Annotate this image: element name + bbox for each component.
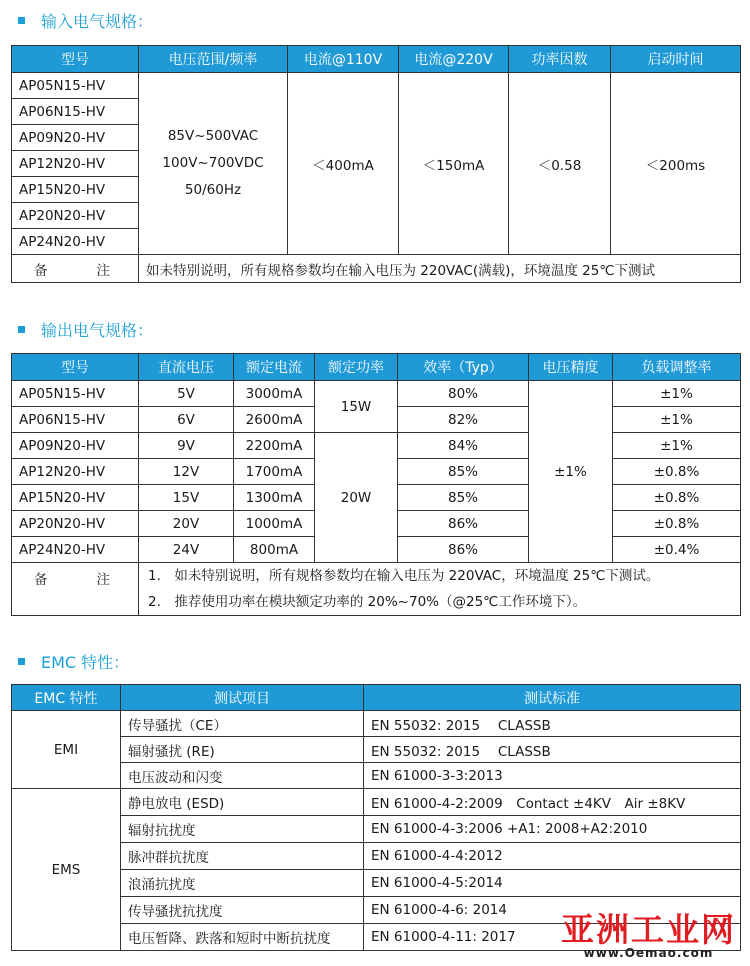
model-cell: AP12N20-HV [12,151,139,177]
voltage-cell: 5V [139,381,234,407]
test-item-cell: 电压波动和闪变 [121,763,364,789]
bullet-square-icon [18,658,25,665]
output-section-title: 输出电气规格： [18,318,153,341]
efficiency-cell: 86% [398,511,529,537]
header-cell: 额定电流 [234,354,315,381]
current-cell: 800mA [234,537,315,563]
voltage-cell: 24V [139,537,234,563]
table-header-row [12,685,741,711]
table-row [12,433,741,459]
startup-time-cell: ＜200ms [611,73,741,255]
header-cell: 直流电压 [139,354,234,381]
load-regulation-cell: ±1% [613,381,741,407]
test-item-cell: 脉冲群抗扰度 [121,843,364,870]
bullet-square-icon [18,17,25,24]
note-row [12,255,741,283]
current-110-cell: ＜400mA [288,73,399,255]
efficiency-cell: 85% [398,485,529,511]
header-cell: 型号 [12,46,139,73]
test-item-cell: 传导骚扰（CE） [121,711,364,737]
voltage-range-cell: 85V~500VAC 100V~700VDC 50/60Hz [139,73,288,255]
test-standard-cell: EN 61000-4-4:2012 [364,843,741,870]
watermark-logo: 亚洲工业网 www.Oemao.com [561,910,736,960]
current-cell: 1300mA [234,485,315,511]
header-cell: 电流@110V [288,46,399,73]
test-standard-cell: EN 61000-4-11: 2017 [364,924,741,951]
model-cell: AP09N20-HV [12,433,139,459]
voltage-cell: 6V [139,407,234,433]
header-cell: 型号 [12,354,139,381]
voltage-cell: 9V [139,433,234,459]
efficiency-cell: 84% [398,433,529,459]
header-cell: 电压范围/频率 [139,46,288,73]
model-cell: AP24N20-HV [12,537,139,563]
header-cell: 额定功率 [315,354,398,381]
note-text: 1. 如未特别说明，所有规格参数均在输入电压为 220VAC，环境温度 25℃下测试。 2. 推荐使用功率在模块额定功率的 20%~70%（@25℃工作环境下）。 [139,563,741,616]
voltage-cell: 15V [139,485,234,511]
table-row [12,843,741,870]
table-row [12,789,741,816]
input-section-title: 输入电气规格： [18,9,153,32]
current-220-cell: ＜150mA [399,73,509,255]
input-spec-table [11,45,741,283]
test-item-cell: 辐射骚扰 (RE) [121,737,364,763]
test-standard-cell: EN 61000-4-3:2006 +A1: 2008+A2:2010 [364,816,741,843]
model-cell: AP09N20-HV [12,125,139,151]
test-standard-cell: EN 55032: 2015 CLASSB [364,711,741,737]
header-cell: 电压精度 [529,354,613,381]
output-spec-table [11,353,741,616]
test-standard-cell: EN 55032: 2015 CLASSB [364,737,741,763]
table-row [12,737,741,763]
model-cell: AP05N15-HV [12,73,139,99]
current-cell: 1000mA [234,511,315,537]
load-regulation-cell: ±0.8% [613,511,741,537]
model-cell: AP20N20-HV [12,511,139,537]
load-regulation-cell: ±0.4% [613,537,741,563]
header-cell: 测试项目 [121,685,364,711]
model-cell: AP20N20-HV [12,203,139,229]
power-factor-cell: ＜0.58 [509,73,611,255]
table-row [12,73,741,99]
table-row [12,870,741,897]
note-text: 如未特别说明，所有规格参数均在输入电压为 220VAC(满载)，环境温度 25℃下测试 [139,255,741,283]
load-regulation-cell: ±0.8% [613,459,741,485]
table-header-row [12,46,741,73]
efficiency-cell: 85% [398,459,529,485]
voltage-accuracy-cell: ±1% [529,381,613,563]
test-standard-cell: EN 61000-4-2:2009 Contact ±4KV Air ±8KV [364,789,741,816]
note-label: 备 注 [12,255,139,283]
ems-group-label: EMS [12,789,121,951]
table-header-row [12,354,741,381]
test-item-cell: 静电放电 (ESD) [121,789,364,816]
model-cell: AP15N20-HV [12,177,139,203]
header-cell: 负载调整率 [613,354,741,381]
note-row [12,563,741,616]
current-cell: 2200mA [234,433,315,459]
model-cell: AP05N15-HV [12,381,139,407]
header-cell: 效率（Typ） [398,354,529,381]
test-item-cell: 传导骚扰抗扰度 [121,897,364,924]
emi-group-label: EMI [12,711,121,789]
table-row [12,381,741,407]
load-regulation-cell: ±1% [613,433,741,459]
voltage-cell: 12V [139,459,234,485]
note-label: 备 注 [12,563,139,616]
test-standard-cell: EN 61000-4-6: 2014 [364,897,741,924]
current-cell: 2600mA [234,407,315,433]
table-row [12,763,741,789]
table-row [12,711,741,737]
header-cell: 电流@220V [399,46,509,73]
load-regulation-cell: ±1% [613,407,741,433]
emc-section-title: EMC 特性： [18,650,129,673]
test-standard-cell: EN 61000-4-5:2014 [364,870,741,897]
test-item-cell: 电压暂降、跌落和短时中断抗扰度 [121,924,364,951]
model-cell: AP15N20-HV [12,485,139,511]
model-cell: AP06N15-HV [12,407,139,433]
bullet-square-icon [18,326,25,333]
header-cell: EMC 特性 [12,685,121,711]
current-cell: 1700mA [234,459,315,485]
load-regulation-cell: ±0.8% [613,485,741,511]
power-15w-cell: 15W [315,381,398,433]
header-cell: 测试标准 [364,685,741,711]
power-20w-cell: 20W [315,433,398,563]
model-cell: AP12N20-HV [12,459,139,485]
test-item-cell: 浪涌抗扰度 [121,870,364,897]
header-cell: 功率因数 [509,46,611,73]
test-item-cell: 辐射抗扰度 [121,816,364,843]
efficiency-cell: 82% [398,407,529,433]
table-row [12,816,741,843]
test-standard-cell: EN 61000-3-3:2013 [364,763,741,789]
efficiency-cell: 86% [398,537,529,563]
current-cell: 3000mA [234,381,315,407]
voltage-cell: 20V [139,511,234,537]
model-cell: AP24N20-HV [12,229,139,255]
header-cell: 启动时间 [611,46,741,73]
efficiency-cell: 80% [398,381,529,407]
model-cell: AP06N15-HV [12,99,139,125]
